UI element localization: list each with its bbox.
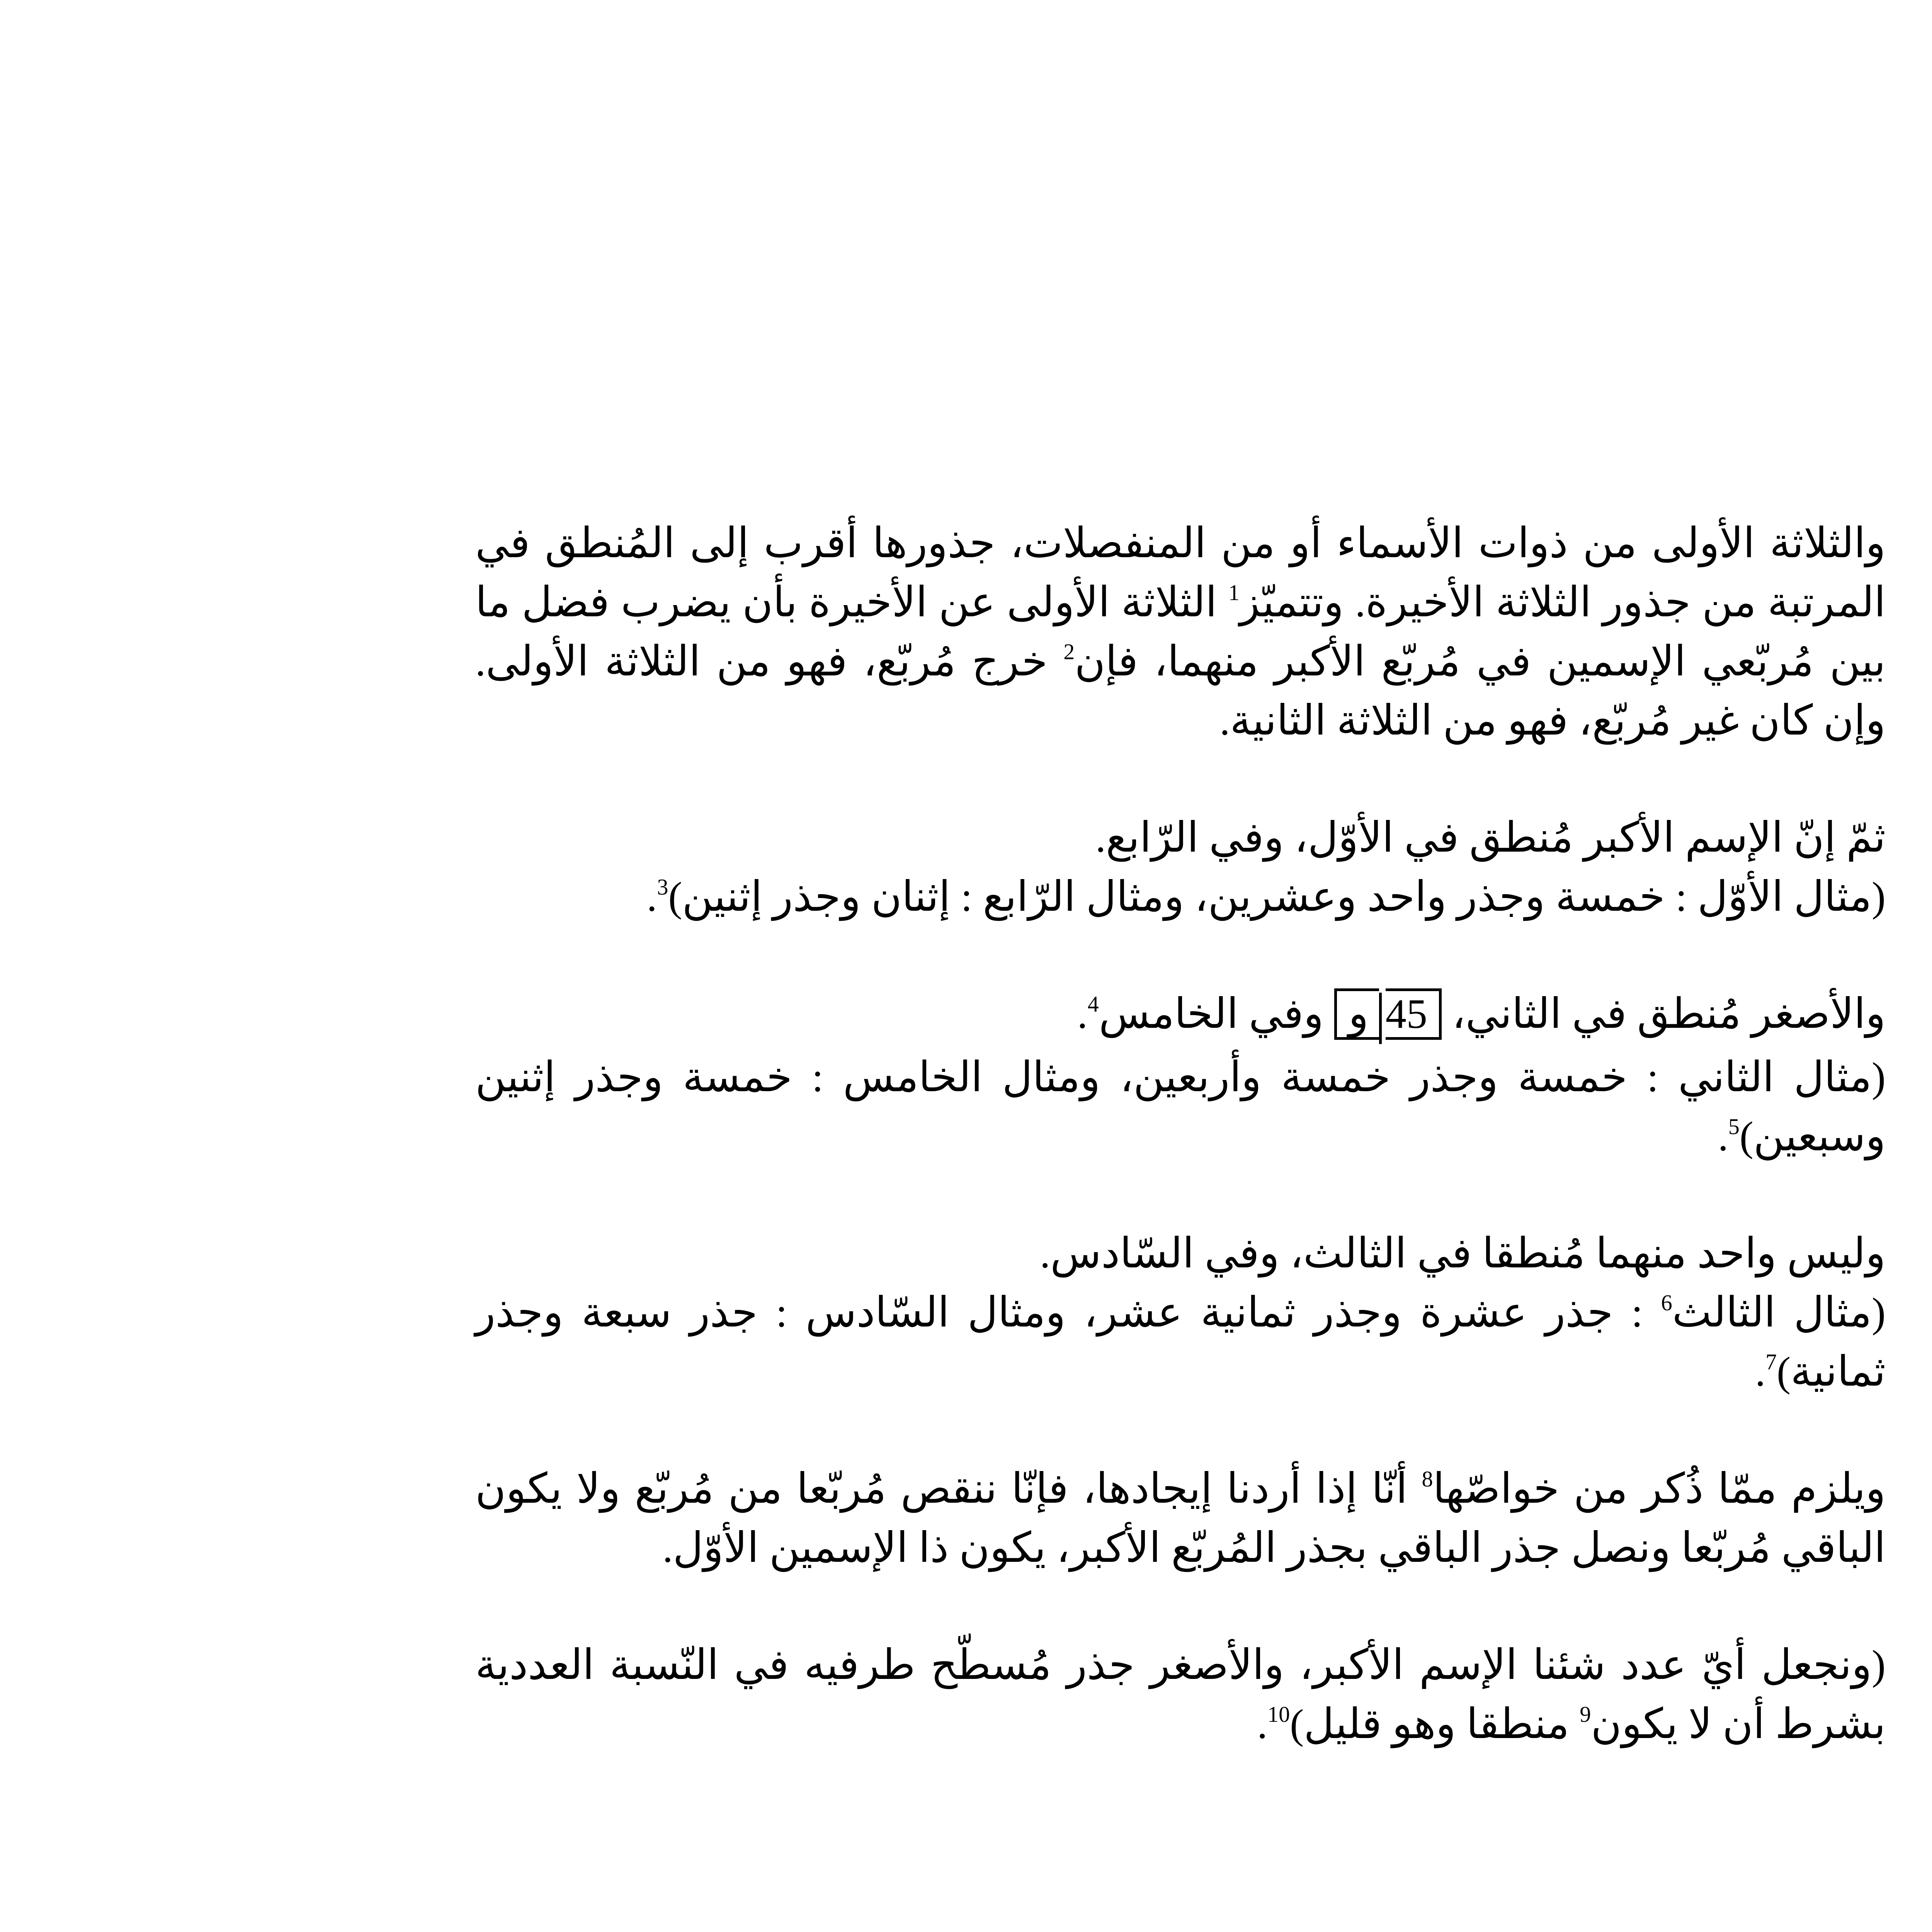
footnote-ref: 5: [1728, 1114, 1740, 1139]
text: : جذر عشرة وجذر ثمانية عشر، ومثال السّادس : جذر سبعة وجذر ثمانية): [475, 1289, 1886, 1395]
footnote-ref: 9: [1580, 1701, 1591, 1727]
paragraph-6: [475, 1636, 1886, 1754]
paragraph-gap: [475, 750, 1886, 808]
text: والثلاثة الأولى من ذوات الأسماء أو من المنفصلات، جذورها أقرب إلى المُنطق في المرتبة من جذور الثلاثة الأخيرة. وتتميّز: [475, 520, 1886, 626]
paragraph-gap: [475, 1401, 1886, 1459]
text: .: [646, 874, 657, 920]
boxed-insertion: 45 و: [1334, 988, 1442, 1040]
text: أنّا إذا أردنا إيجادها، فإنّا ننقص مُربّعا من مُربّع ولا يكون الباقي مُربّعا ونصل جذر الباقي بجذر المُربّع الأكبر، يكون ذا الإسمين الأوّل.: [475, 1466, 1886, 1571]
text: .: [1718, 1113, 1728, 1160]
text: الثلاثة الأولى عن الأخيرة بأن يضرب فضل ما بين مُربّعي الإسمين في مُربّع الأكبر منهما، فإن: [475, 580, 1886, 685]
footnote-ref: 4: [1087, 992, 1099, 1017]
paragraph-2: [475, 808, 1886, 927]
paragraph-1: [475, 514, 1886, 750]
paragraph-4: [475, 1224, 1886, 1401]
text: .: [1257, 1701, 1268, 1747]
text: وليس واحد منهما مُنطقا في الثالث، وفي السّادس.: [1040, 1230, 1886, 1277]
footnote-ref: 6: [1661, 1290, 1672, 1315]
paragraph-3: [475, 985, 1886, 1166]
text: .: [1077, 991, 1088, 1037]
text: والأصغر مُنطق في الثاني،: [1452, 991, 1886, 1037]
text: ويلزم ممّا ذُكر من خواصّها: [1433, 1466, 1886, 1512]
main-text: [475, 514, 1886, 1754]
footnote-ref: 10: [1267, 1701, 1290, 1727]
footnote-ref: 1: [1228, 580, 1240, 605]
paragraph-gap: [475, 1578, 1886, 1636]
text: (ونجعل أيّ عدد شئنا الإسم الأكبر، والأصغر جذر مُسطّح طرفيه في النّسبة العددية بشرط أن لا يكون: [475, 1642, 1886, 1747]
text: ثمّ إنّ الإسم الأكبر مُنطق في الأوّل، وفي الرّابع.: [1095, 815, 1886, 861]
edit-mark: [1379, 993, 1382, 1044]
text: منطقا وهو قليل): [1290, 1701, 1580, 1747]
text: خرج مُربّع، فهو من الثلاثة الأولى. وإن كان غير مُربّع، فهو من الثلاثة الثانية.: [475, 639, 1886, 744]
paragraph-gap: [475, 927, 1886, 985]
text: .: [1755, 1349, 1766, 1395]
text: وفي الخامس: [1099, 991, 1334, 1037]
footnote-ref: 8: [1422, 1466, 1433, 1492]
text: (مثال الثالث: [1672, 1289, 1886, 1336]
footnote-ref: 2: [1063, 639, 1075, 664]
footnote-ref: 3: [657, 874, 668, 900]
text: (مثال الثاني : خمسة وجذر خمسة وأربعين، ومثال الخامس : خمسة وجذر إثنين وسبعين): [475, 1054, 1886, 1160]
paragraph-gap: [475, 1166, 1886, 1224]
text: (مثال الأوّل : خمسة وجذر واحد وعشرين، ومثال الرّابع : إثنان وجذر إثنين): [668, 874, 1886, 920]
paragraph-5: [475, 1459, 1886, 1578]
footnote-ref: 7: [1765, 1349, 1777, 1374]
